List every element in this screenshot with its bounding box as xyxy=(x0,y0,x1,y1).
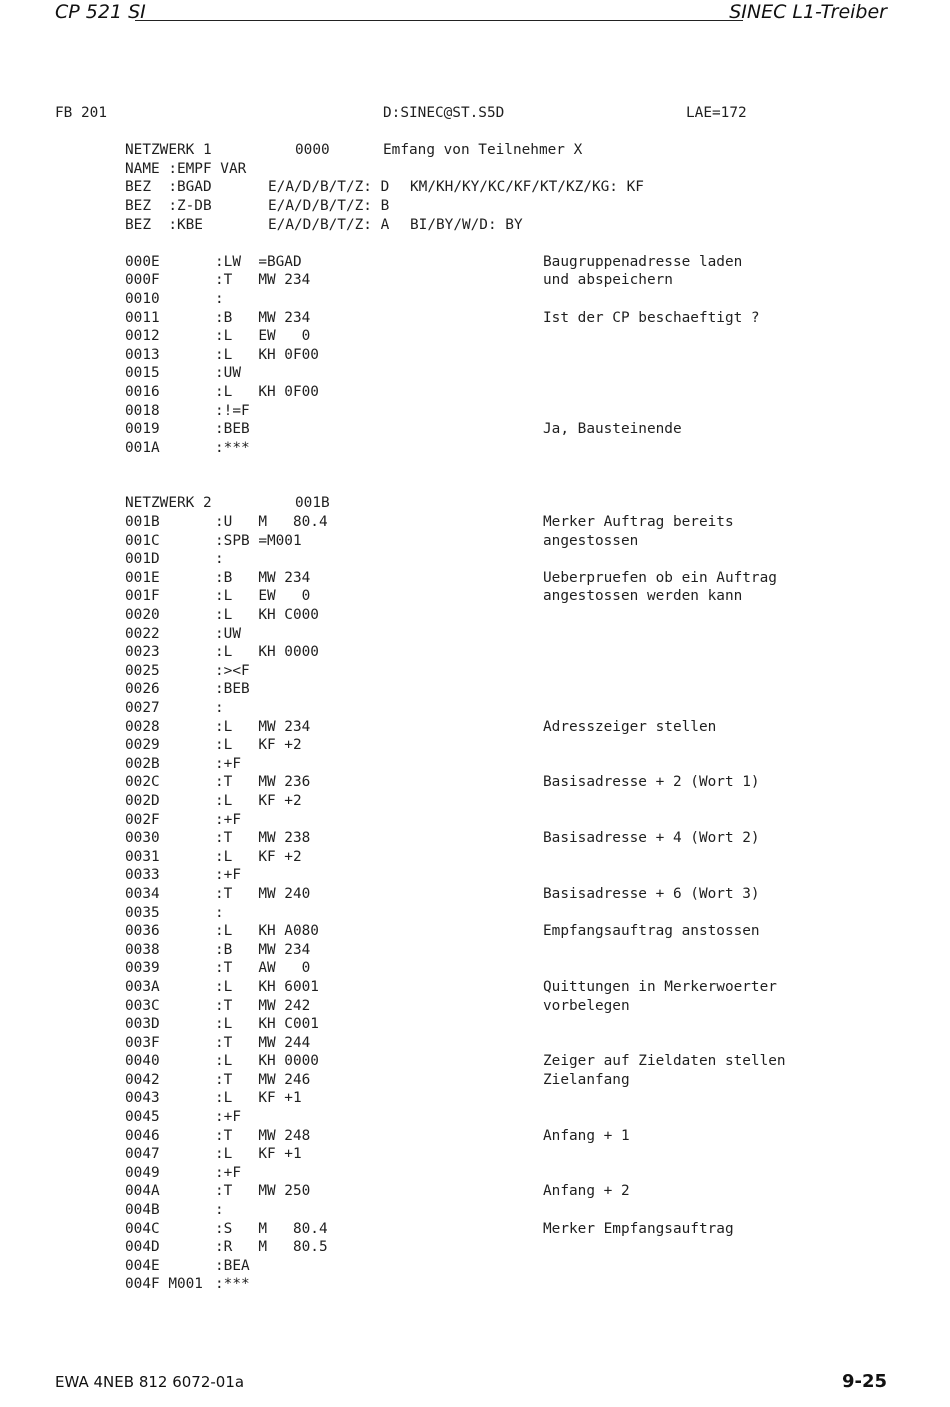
code-instruction: :T MW 242 xyxy=(215,997,311,1014)
code-line xyxy=(0,699,950,718)
code-line xyxy=(0,1238,950,1257)
code-line xyxy=(0,439,950,458)
code-address: 002D xyxy=(125,792,160,809)
code-line xyxy=(0,346,950,365)
code-comment: Ja, Bausteinende xyxy=(543,421,682,438)
netzwerk2-title: NETZWERK 2 xyxy=(125,495,212,512)
code-address: 003F xyxy=(125,1034,160,1051)
code-line xyxy=(0,922,950,941)
code-address: 0027 xyxy=(125,700,160,716)
code-address: 004B xyxy=(125,1202,160,1219)
code-address: 000E xyxy=(125,253,160,270)
code-comment: Anfang + 2 xyxy=(543,1183,630,1200)
code-address: 0018 xyxy=(125,402,160,419)
code-instruction: :BEA xyxy=(215,1257,250,1274)
declaration-line xyxy=(0,197,950,216)
code-address: 0011 xyxy=(125,309,160,326)
code-instruction: :UW xyxy=(215,365,241,382)
code-comment: Anfang + 1 xyxy=(543,1127,630,1144)
code-line xyxy=(0,978,950,997)
code-address: 002B xyxy=(125,755,160,772)
code-address: 0030 xyxy=(125,830,160,847)
code-address: 004C xyxy=(125,1220,160,1237)
code-line xyxy=(0,904,950,923)
code-instruction: :T MW 246 xyxy=(215,1071,311,1088)
code-address: 002F xyxy=(125,811,160,828)
code-line xyxy=(0,1071,950,1090)
code-listing xyxy=(0,104,950,1294)
netzwerk1-addr: 0000 xyxy=(295,142,330,159)
code-instruction: :><F xyxy=(215,662,250,679)
code-instruction: :BEB xyxy=(215,681,250,698)
code-instruction: :R M 80.5 xyxy=(215,1239,328,1256)
code-line xyxy=(0,1089,950,1108)
code-address: 0043 xyxy=(125,1090,160,1107)
code-address: 003D xyxy=(125,1016,160,1033)
code-address: 001F xyxy=(125,588,160,605)
code-address: 0020 xyxy=(125,607,160,624)
code-line xyxy=(0,1257,950,1276)
code-instruction: :+F xyxy=(215,755,241,772)
declaration-type: E/A/D/B/T/Z: A xyxy=(268,216,390,233)
netzwerk2-header xyxy=(0,494,950,513)
code-instruction: :T MW 236 xyxy=(215,774,311,791)
netzwerk1-header xyxy=(0,141,950,160)
code-address: 0047 xyxy=(125,1146,160,1163)
code-line xyxy=(0,309,950,328)
code-line xyxy=(0,680,950,699)
code-line xyxy=(0,1275,950,1294)
code-address: 004E xyxy=(125,1257,160,1274)
code-instruction: :L KH 6001 xyxy=(215,978,319,995)
code-line xyxy=(0,885,950,904)
code-address: 0036 xyxy=(125,923,160,940)
netzwerk1-instructions xyxy=(0,253,950,458)
code-address: 0016 xyxy=(125,383,160,400)
code-address: 001A xyxy=(125,439,160,456)
declaration-line xyxy=(0,216,950,235)
declaration-format: KM/KH/KY/KC/KF/KT/KZ/KG: KF xyxy=(410,179,644,196)
code-address: 001C xyxy=(125,532,160,549)
code-line xyxy=(0,1127,950,1146)
code-line xyxy=(0,811,950,830)
code-instruction: : xyxy=(215,904,224,921)
code-address: 0040 xyxy=(125,1053,160,1070)
code-comment: Baugruppenadresse laden xyxy=(543,253,743,270)
code-instruction: :T MW 240 xyxy=(215,885,311,902)
code-line xyxy=(0,513,950,532)
code-comment: angestossen werden kann xyxy=(543,588,743,605)
code-line xyxy=(0,569,950,588)
code-line xyxy=(0,1015,950,1034)
code-instruction: :L KF +1 xyxy=(215,1090,302,1107)
code-address: 0034 xyxy=(125,885,160,902)
code-instruction: :+F xyxy=(215,811,241,828)
code-instruction: :L KH 0000 xyxy=(215,1053,319,1070)
code-instruction: :T MW 234 xyxy=(215,272,311,289)
netzwerk1-declarations xyxy=(0,160,950,234)
code-address: 000F xyxy=(125,272,160,289)
code-instruction: :L KF +2 xyxy=(215,737,302,754)
code-instruction: :T MW 248 xyxy=(215,1127,311,1144)
code-address: 001E xyxy=(125,569,160,586)
code-comment: Ueberpruefen ob ein Auftrag xyxy=(543,569,777,586)
code-instruction: :+F xyxy=(215,1164,241,1181)
code-comment: Zeiger auf Zieldaten stellen xyxy=(543,1053,786,1070)
code-line xyxy=(0,736,950,755)
spacer xyxy=(0,234,950,253)
code-instruction: :L KF +2 xyxy=(215,792,302,809)
declaration-name: BEZ :KBE xyxy=(125,216,203,233)
code-comment: Merker Auftrag bereits xyxy=(543,514,734,531)
code-instruction: :T AW 0 xyxy=(215,960,311,977)
code-comment: angestossen xyxy=(543,532,639,549)
code-address: 0026 xyxy=(125,681,160,698)
code-instruction: :L EW 0 xyxy=(215,328,311,345)
code-instruction: :L KH 0F00 xyxy=(215,383,319,400)
declaration-line xyxy=(0,160,950,179)
declaration-format: BI/BY/W/D: BY xyxy=(410,216,523,233)
code-line xyxy=(0,997,950,1016)
code-address: 004A xyxy=(125,1183,160,1200)
code-line xyxy=(0,755,950,774)
code-address: 0033 xyxy=(125,867,160,884)
code-instruction: :L MW 234 xyxy=(215,718,311,735)
code-instruction: :L KF +1 xyxy=(215,1146,302,1163)
code-line xyxy=(0,773,950,792)
page-number: 9-25 xyxy=(841,1371,887,1392)
netzwerk2-instructions xyxy=(0,513,950,1294)
code-instruction: :L KH C000 xyxy=(215,607,319,624)
code-line xyxy=(0,364,950,383)
code-address: 001B xyxy=(125,514,160,531)
code-line xyxy=(0,253,950,272)
code-instruction: :UW xyxy=(215,625,241,642)
code-line xyxy=(0,792,950,811)
code-line xyxy=(0,383,950,402)
code-line xyxy=(0,271,950,290)
code-address: 0012 xyxy=(125,328,160,345)
code-line xyxy=(0,848,950,867)
code-instruction: :L KH A080 xyxy=(215,923,319,940)
code-comment: vorbelegen xyxy=(543,997,630,1014)
code-address: 0042 xyxy=(125,1071,160,1088)
fb-lae: LAE=172 xyxy=(686,105,747,121)
declaration-type: E/A/D/B/T/Z: D xyxy=(268,179,390,196)
header-rule xyxy=(135,20,743,21)
code-instruction: :T MW 250 xyxy=(215,1183,311,1200)
code-instruction: : xyxy=(215,700,224,716)
code-address: 0049 xyxy=(125,1164,160,1181)
netzwerk1-desc: Emfang von Teilnehmer X xyxy=(383,142,583,159)
declaration-name: BEZ :Z-DB xyxy=(125,197,212,214)
code-comment: Zielanfang xyxy=(543,1071,630,1088)
code-address: 003C xyxy=(125,997,160,1014)
code-instruction: :+F xyxy=(215,867,241,884)
spacer xyxy=(0,123,950,142)
code-line xyxy=(0,290,950,309)
code-line xyxy=(0,1145,950,1164)
code-address: 0031 xyxy=(125,848,160,865)
footer-doc-number: EWA 4NEB 812 6072-01a xyxy=(55,1373,245,1391)
code-address: 0028 xyxy=(125,718,160,735)
code-instruction: :SPB =M001 xyxy=(215,532,302,549)
code-line xyxy=(0,643,950,662)
code-line xyxy=(0,718,950,737)
fb-file: D:SINEC@ST.S5D xyxy=(383,105,505,121)
code-address: 0013 xyxy=(125,346,160,363)
code-line xyxy=(0,1201,950,1220)
code-line xyxy=(0,662,950,681)
code-comment: Basisadresse + 2 (Wort 1) xyxy=(543,774,760,791)
declaration-type: E/A/D/B/T/Z: B xyxy=(268,197,390,214)
code-address: 0023 xyxy=(125,644,160,661)
fb-header-line xyxy=(0,104,950,123)
code-instruction: :T MW 244 xyxy=(215,1034,311,1051)
code-line xyxy=(0,327,950,346)
code-instruction: :BEB xyxy=(215,421,250,438)
code-instruction: :L KF +2 xyxy=(215,848,302,865)
code-address: 0045 xyxy=(125,1109,160,1126)
code-instruction: : xyxy=(215,290,224,307)
code-comment: Basisadresse + 6 (Wort 3) xyxy=(543,885,760,902)
code-line xyxy=(0,1220,950,1239)
code-line xyxy=(0,829,950,848)
code-line xyxy=(0,625,950,644)
code-address: 001D xyxy=(125,551,160,568)
code-instruction: :T MW 238 xyxy=(215,830,311,847)
declaration-name: NAME :EMPF VAR xyxy=(125,160,247,177)
code-line xyxy=(0,402,950,421)
code-line xyxy=(0,941,950,960)
code-instruction: :U M 80.4 xyxy=(215,514,328,531)
code-address: 004D xyxy=(125,1239,160,1256)
spacer xyxy=(0,476,950,495)
code-comment: Empfangsauftrag anstossen xyxy=(543,923,760,940)
code-comment: und abspeichern xyxy=(543,272,673,289)
code-address: 0039 xyxy=(125,960,160,977)
declaration-line xyxy=(0,178,950,197)
code-line xyxy=(0,1182,950,1201)
spacer xyxy=(0,457,950,476)
code-address: 004F M001 xyxy=(125,1276,203,1293)
code-comment: Basisadresse + 4 (Wort 2) xyxy=(543,830,760,847)
code-instruction: :L EW 0 xyxy=(215,588,311,605)
code-line xyxy=(0,866,950,885)
code-instruction: :L KH C001 xyxy=(215,1016,319,1033)
code-comment: Merker Empfangsauftrag xyxy=(543,1220,734,1237)
code-instruction: :*** xyxy=(215,1276,250,1293)
code-comment: Adresszeiger stellen xyxy=(543,718,717,735)
code-instruction: :B MW 234 xyxy=(215,309,311,326)
header-title-right: SINEC L1-Treiber xyxy=(729,1,887,23)
code-comment: Ist der CP beschaeftigt ? xyxy=(543,309,760,326)
code-comment: Quittungen in Merkerwoerter xyxy=(543,978,777,995)
code-address: 0015 xyxy=(125,365,160,382)
code-line xyxy=(0,550,950,569)
code-address: 0029 xyxy=(125,737,160,754)
code-address: 0038 xyxy=(125,941,160,958)
code-instruction: :S M 80.4 xyxy=(215,1220,328,1237)
code-line xyxy=(0,1164,950,1183)
code-instruction: :*** xyxy=(215,439,250,456)
code-address: 0025 xyxy=(125,662,160,679)
code-instruction: :L KH 0000 xyxy=(215,644,319,661)
code-address: 0035 xyxy=(125,904,160,921)
code-line xyxy=(0,420,950,439)
code-address: 003A xyxy=(125,978,160,995)
code-line xyxy=(0,606,950,625)
code-line xyxy=(0,532,950,551)
code-line xyxy=(0,587,950,606)
code-line xyxy=(0,959,950,978)
code-instruction: :LW =BGAD xyxy=(215,253,302,270)
code-address: 0010 xyxy=(125,290,160,307)
code-instruction: : xyxy=(215,551,224,568)
code-line xyxy=(0,1052,950,1071)
header-title-left: CP 521 SI xyxy=(55,1,146,23)
code-address: 0022 xyxy=(125,625,160,642)
code-address: 0046 xyxy=(125,1127,160,1144)
code-instruction: :B MW 234 xyxy=(215,569,311,586)
netzwerk1-title: NETZWERK 1 xyxy=(125,142,212,159)
code-instruction: : xyxy=(215,1202,224,1219)
code-instruction: :B MW 234 xyxy=(215,941,311,958)
fb-block: FB 201 xyxy=(55,105,107,121)
code-address: 0019 xyxy=(125,421,160,438)
code-line xyxy=(0,1034,950,1053)
code-instruction: :+F xyxy=(215,1109,241,1126)
code-instruction: :!=F xyxy=(215,402,250,419)
declaration-name: BEZ :BGAD xyxy=(125,179,212,196)
code-line xyxy=(0,1108,950,1127)
netzwerk2-addr: 001B xyxy=(295,495,330,512)
code-address: 002C xyxy=(125,774,160,791)
code-instruction: :L KH 0F00 xyxy=(215,346,319,363)
